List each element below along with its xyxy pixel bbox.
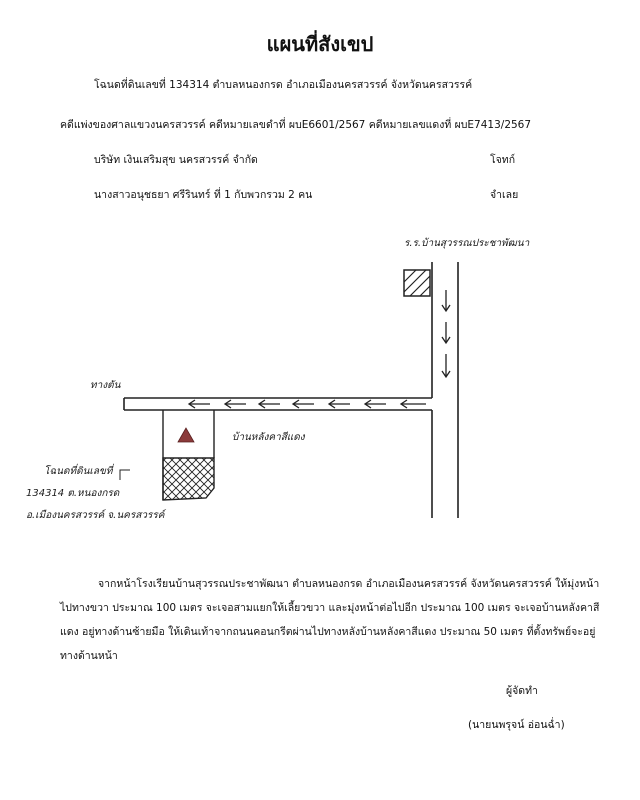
arrow-down-icon xyxy=(442,290,450,377)
directions-paragraph xyxy=(60,572,600,668)
land-plot xyxy=(163,458,214,500)
arrow-left-icon xyxy=(189,400,426,408)
plot-leader-line xyxy=(120,470,130,480)
defendant-role: จำเลย xyxy=(490,189,519,201)
directions-text: จากหน้าโรงเรียนบ้านสุวรรณประชาพัฒนา ตำบลหนองกรด อำเภอเมืองนครสวรรค์ จังหวัดนครสวรรค์ ให้มุ่งหน้าไปทางขวา ประมาณ 100 เมตร จะเจอสามแยกให้เลี้ยวขวา และมุ่งหน้าต่อไปอีก ประมาณ 100 เมตร จะเจอบ้านหลังคาสีแดง อยู่ทางด้านซ้ายมือ ให้เดินเท้าจากถนนคอนกรีตผ่านไปทางหลังบ้านหลังคาสีแดง ประมาณ 50 เมตร ที่ตั้งทรัพย์จะอยู่ทางด้านหน้า xyxy=(60,578,600,662)
plot-label-line-3: อ.เมืองนครสวรรค์ จ.นครสวรรค์ xyxy=(26,510,165,521)
red-roof-house-marker xyxy=(178,428,194,442)
plaintiff-name: บริษัท เงินเสริมสุข นครสวรรค์ จำกัด xyxy=(94,154,258,166)
deed-line: โฉนดที่ดินเลขที่ 134314 ตำบลหนองกรด อำเภอเมืองนครสวรรค์ จังหวัดนครสวรรค์ xyxy=(94,79,473,91)
signature-role: ผู้จัดทำ xyxy=(506,685,538,697)
school-building xyxy=(404,270,430,296)
page-title: แผนที่สังเขป xyxy=(266,32,374,56)
case-line: คดีแพ่งของศาลแขวงนครสวรรค์ คดีหมายเลขดำที่ ผบE6601/2567 คดีหมายเลขแดงที่ ผบE7413/2567 xyxy=(60,119,532,131)
plot-label-line-1: โฉนดที่ดินเลขที่ xyxy=(44,466,113,477)
defendant-name: นางสาวอนุชธยา ศรีรินทร์ ที่ 1 กับพวกรวม 2 คน xyxy=(94,189,313,201)
red-house-label: บ้านหลังคาสีแดง xyxy=(232,432,305,443)
signature-name: (นายนพรุจน์ อ่อนฉ่ำ) xyxy=(468,719,565,731)
plot-label-line-2: 134314 ต.หนองกรด xyxy=(26,488,120,499)
school-label: ร.ร.บ้านสุวรรณประชาพัฒนา xyxy=(404,238,530,249)
plaintiff-role: โจทก์ xyxy=(490,154,516,166)
dead-end-label: ทางตัน xyxy=(90,380,121,391)
